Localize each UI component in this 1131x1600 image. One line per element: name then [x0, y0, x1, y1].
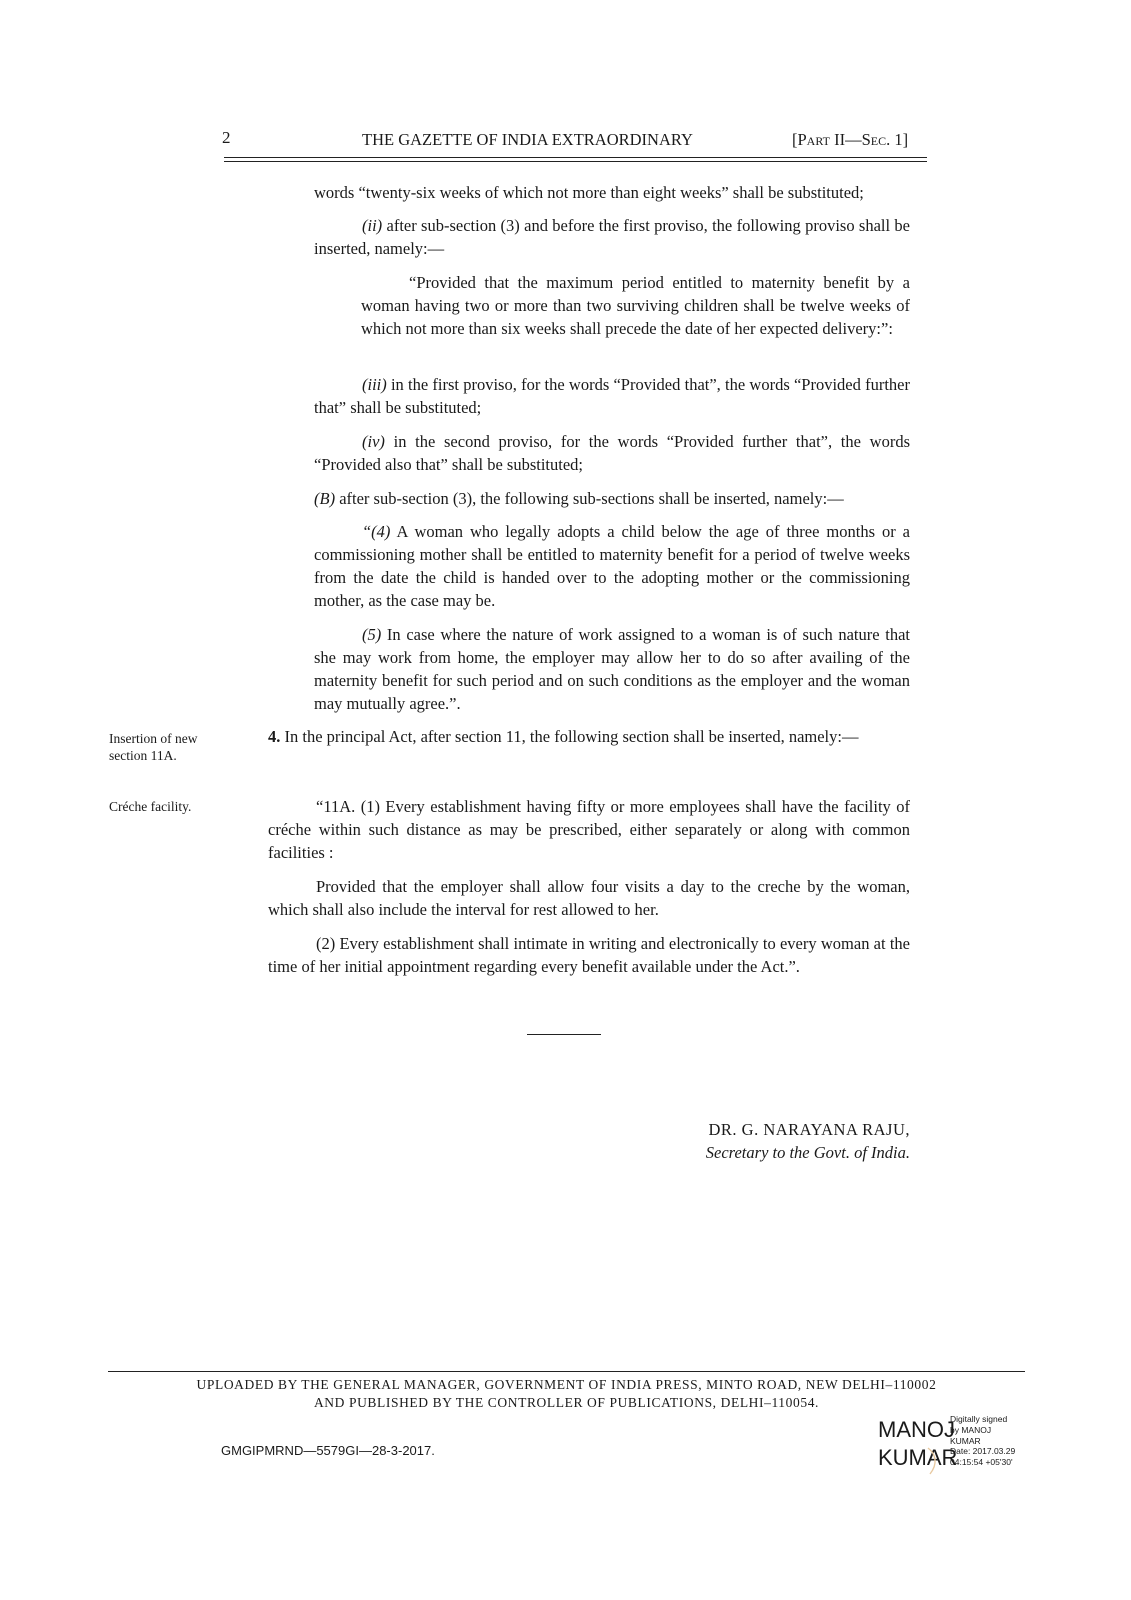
clause-number: (iv): [362, 432, 385, 451]
clause-number: (iii): [362, 375, 387, 394]
paragraph-text: words “twenty-six weeks of which not more than eight weeks” shall be substituted;: [314, 183, 864, 202]
signature-flourish-icon: [918, 1444, 948, 1478]
proviso-text: “Provided that the maximum period entitled to maternity benefit by a woman having two or more than two surviving children shall be twelve weeks of which not more than six weeks shall precede the date of her expected delivery:”:: [361, 273, 910, 338]
signature-detail: by MANOJ: [950, 1424, 992, 1435]
clause-b: [314, 487, 910, 510]
section-text: In the principal Act, after section 11, the following section shall be inserted, namely:—: [280, 727, 859, 746]
proviso-quote: [361, 271, 910, 340]
clause-text: after sub-section (3), the following sub-sections shall be inserted, namely:—: [335, 489, 844, 508]
footer-rule: [108, 1371, 1025, 1372]
signature-detail: Date: 2017.03.29: [950, 1446, 1016, 1457]
footer-line-1: UPLOADED BY THE GENERAL MANAGER, GOVERNMENT OF INDIA PRESS, MINTO ROAD, NEW DELHI–110002: [196, 1377, 937, 1392]
footer-line-2: AND PUBLISHED BY THE CONTROLLER OF PUBLICATIONS, DELHI–110054.: [313, 1395, 820, 1410]
clause-number: (B): [314, 489, 336, 508]
signature-detail: KUMAR: [950, 1435, 981, 1446]
signature-detail: 04:15:54 +05'30': [950, 1457, 1013, 1468]
signatory-name: DR. G. NARAYANA RAJU,: [708, 1120, 910, 1139]
subsection-number: “(4): [362, 522, 391, 541]
margin-note-insertion: Insertion of new section 11A.: [109, 731, 198, 763]
digital-signature: [878, 1414, 1028, 1478]
clause-number: (ii): [362, 216, 383, 235]
section-number: 4.: [268, 727, 281, 746]
clause-text: in the first proviso, for the words “Provided that”, the words “Provided further that” shall be substituted;: [314, 375, 910, 417]
footer-publisher: [108, 1376, 1025, 1412]
subsection-number: (5): [362, 625, 382, 644]
signature-detail: Digitally signed: [950, 1414, 1008, 1424]
gazette-title: THE GAZETTE OF INDIA EXTRAORDINARY: [362, 130, 693, 149]
signature-details: [950, 1414, 1015, 1468]
page-number: 2: [222, 128, 231, 147]
clause-text: after sub-section (3) and before the first proviso, the following proviso shall be inserted, namely:—: [314, 216, 910, 258]
clause-iii: [314, 373, 910, 419]
section-4: [268, 725, 910, 748]
section-11a-text: (2) Every establishment shall intimate in writing and electronically to every woman at the time of her initial appointment regarding every benefit available under the Act.”.: [268, 934, 910, 976]
subsection-text: In case where the nature of work assigned to a woman is of such nature that she may work from home, the employer may allow her to do so after availing of the maternity benefit for such period and on such conditions as the employer and the woman may mutually agree.”.: [314, 625, 910, 713]
proviso-text: Provided that the employer shall allow four visits a day to the creche by the woman, which shall also include the interval for rest allowed to her.: [268, 877, 910, 919]
paragraph-words: [314, 181, 910, 204]
clause-text: in the second proviso, for the words “Provided further that”, the words “Provided also that” shall be substituted;: [314, 432, 910, 474]
margin-note-creche: Créche facility.: [109, 799, 192, 814]
signatory-block: [600, 1118, 910, 1164]
section-11a-1: [268, 795, 910, 864]
clause-ii: [314, 214, 910, 260]
signer-name-line-2: KUMAR: [878, 1445, 958, 1470]
print-code: GMGIPMRND—5579GI—28-3-2017.: [221, 1443, 435, 1458]
signer-name-line-1: MANOJ: [878, 1417, 955, 1442]
subsection-5: [314, 623, 910, 715]
section-11a-proviso: [268, 875, 910, 921]
signatory-designation: Secretary to the Govt. of India.: [705, 1143, 910, 1162]
header-rule: [224, 157, 927, 158]
header-rule-2: [224, 161, 927, 162]
part-section: [Part II—Sec. 1]: [792, 130, 909, 149]
subsection-text: A woman who legally adopts a child below the age of three months or a commissioning mother shall be entitled to maternity benefit for a period of twelve weeks from the date the child is handed over to the adopting mother or the commissioning mother, as the case may be.: [314, 522, 910, 610]
closing-rule: [527, 1034, 601, 1035]
section-11a-text: “11A. (1) Every establishment having fifty or more employees shall have the facility of créche within such distance as may be prescribed, either separately or along with common facilities :: [268, 797, 910, 862]
subsection-4: [314, 520, 910, 612]
clause-iv: [314, 430, 910, 476]
section-11a-2: [268, 932, 910, 978]
